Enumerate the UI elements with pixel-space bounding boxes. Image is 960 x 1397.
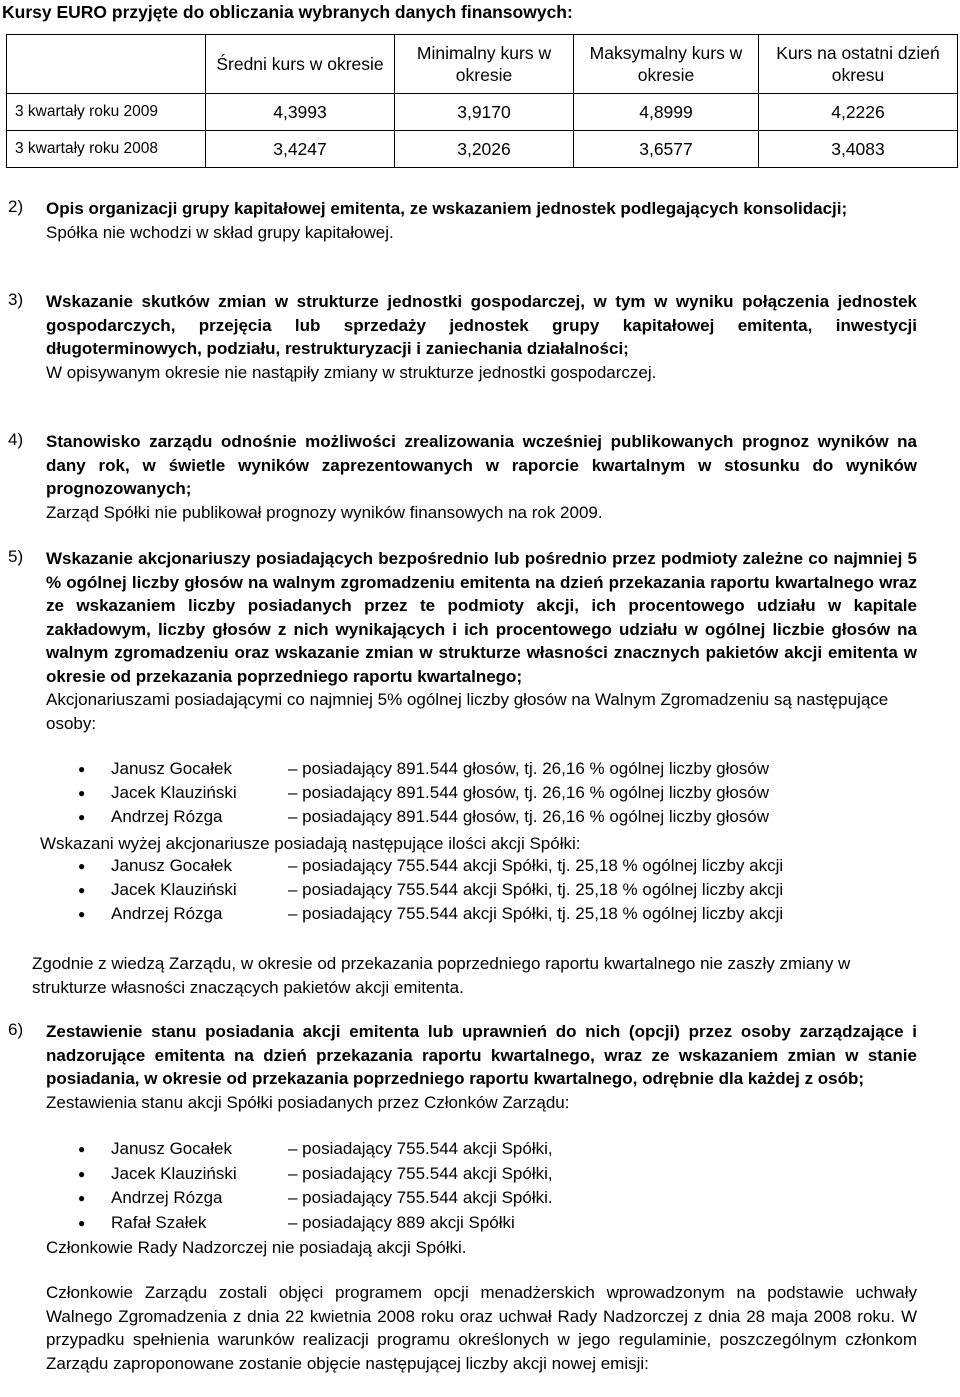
holder-name: Andrzej Rózga [111, 904, 223, 923]
section-body [46, 290, 917, 384]
holders-list [0, 1139, 960, 1237]
table-cell: 3,9170 [395, 94, 574, 131]
bullet-icon: ● [78, 810, 86, 824]
holder-detail: – posiadający 755.544 akcji Spółki. [288, 1188, 553, 1207]
holder-detail: – posiadający 891.544 głosów, tj. 26,16 % ogólnej liczby głosów [288, 783, 770, 802]
section-question: Stanowisko zarządu odnośnie możliwości zrealizowania wcześniej publikowanych prognoz wyników na dany rok, w świetle wyników zaprezentowanych w raporcie kwartalnym w stosunku do wyników prognozowanych; [46, 432, 917, 498]
holder-name: Andrzej Rózga [111, 1188, 223, 1207]
section-body [46, 197, 917, 244]
holder-name: Janusz Gocałek [111, 856, 232, 875]
section-number: 6) [8, 1020, 24, 1039]
holder-detail: – posiadający 891.544 głosów, tj. 26,16 % ogólnej liczby głosów [288, 759, 770, 778]
section-body [46, 547, 917, 735]
bullet-icon: ● [78, 859, 86, 873]
table-cell: 3,4247 [206, 131, 395, 168]
list-item [0, 807, 960, 831]
holder-name: Jacek Klauziński [111, 783, 237, 802]
holder-detail: – posiadający 755.544 akcji Spółki, tj. 25,18 % ogólnej liczby akcji [288, 904, 784, 923]
section-question: Opis organizacji grupy kapitałowej emitenta, ze wskazaniem jednostek podlegających konsolidacji; [46, 199, 848, 218]
bullet-icon: ● [78, 1166, 86, 1181]
list-item [0, 759, 960, 783]
column-header: Średni kurs w okresie [206, 35, 395, 94]
table-corner-cell [7, 35, 206, 94]
bullet-icon: ● [78, 1215, 86, 1230]
section-body [46, 1020, 917, 1114]
holder-detail: – posiadający 755.544 akcji Spółki, tj. 25,18 % ogólnej liczby akcji [288, 880, 784, 899]
list-item [0, 904, 960, 928]
section-answer: Zestawienia stanu akcji Spółki posiadanych przez Członków Zarządu: [46, 1092, 570, 1112]
section-answer: Akcjonariuszami posiadającymi co najmniej 5% ogólnej liczby głosów na Walnym Zgromadzeniu są następujące osoby: [46, 690, 889, 733]
holder-name: Jacek Klauziński [111, 1163, 237, 1183]
bullet-icon: ● [78, 762, 86, 776]
bullet-icon: ● [78, 1191, 86, 1205]
euro-rates-table [6, 34, 958, 168]
section-answer: Spółka nie wchodzi w skład grupy kapitałowej. [46, 222, 394, 242]
section-number: 4) [8, 430, 24, 449]
page-heading: Kursy EURO przyjęte do obliczania wybranych danych finansowych: [2, 2, 573, 22]
holder-name: Janusz Gocałek [111, 1139, 232, 1158]
row-label: 3 kwartały roku 2009 [7, 94, 206, 131]
section-question: Wskazanie skutków zmian w strukturze jednostki gospodarczej, w tym w wyniku połączenia jednostek gospodarczych, przejęcia lub sprzedaży jednostek grupy kapitałowej emitenta, inwestycji długoterminowych, podziału, restrukturyzacji i zaniechania działalności; [46, 292, 917, 358]
section-answer: W opisywanym okresie nie nastąpiły zmiany w strukturze jednostki gospodarczej. [46, 362, 657, 382]
section-number: 5) [8, 547, 24, 566]
holder-detail: – posiadający 891.544 głosów, tj. 26,16 % ogólnej liczby głosów [288, 807, 770, 826]
column-header: Maksymalny kurs w okresie [574, 35, 759, 94]
table-row [7, 131, 958, 168]
holder-name: Jacek Klauziński [111, 880, 237, 899]
board-note: Członkowie Rady Nadzorczej nie posiadają akcji Spółki. [46, 1238, 467, 1257]
table-cell: 3,4083 [759, 131, 958, 168]
holder-name: Janusz Gocałek [111, 759, 232, 778]
table-cell: 4,8999 [574, 94, 759, 131]
table-cell: 3,2026 [395, 131, 574, 168]
holder-name: Andrzej Rózga [111, 807, 223, 826]
table-cell: 4,2226 [759, 94, 958, 131]
section-answer: Zarząd Spółki nie publikował prognozy wyników finansowych na rok 2009. [46, 502, 603, 522]
shares-intro: Wskazani wyżej akcjonariusze posiadają następujące ilości akcji Spółki: [40, 834, 581, 853]
section-question: Zestawienie stanu posiadania akcji emitenta lub uprawnień do nich (opcji) przez osoby zarządzające i nadzorujące emitenta na dzień przekazania raportu kwartalnego, wraz ze wskazaniem zmian w stanie posiadania, w okresie od przekazania poprzedniego raportu kwartalnego, odrębnie dla każdej z osób; [46, 1022, 917, 1088]
holder-detail: – posiadający 755.544 akcji Spółki, [288, 1139, 553, 1158]
shares-list [0, 856, 960, 928]
table-row [7, 94, 958, 131]
holder-name: Rafał Szałek [111, 1212, 207, 1232]
section-body [46, 430, 917, 524]
holder-detail: – posiadający 755.544 akcji Spółki, [288, 1163, 553, 1183]
options-paragraph: Członkowie Zarządu zostali objęci programem opcji menadżerskich wprowadzonym na podstawie uchwały Walnego Zgromadzenia z dnia 22 kwietnia 2008 roku oraz uchwał Rady Nadzorczej z dnia 28 maja 2008 roku. W przypadku spełnienia warunków realizacji programu określonych w jego regulaminie, poszczególnym członkom Zarządu zaproponowane zostanie objęcie następującej liczby akcji nowej emisji: [46, 1283, 917, 1373]
section-question: Wskazanie akcjonariuszy posiadających bezpośrednio lub pośrednio przez podmioty zależne co najmniej 5 % ogólnej liczby głosów na walnym zgromadzeniu emitenta na dzień przekazania raportu kwartalnego wraz ze wskazaniem liczby posiadanych przez te podmioty akcji, ich procentowego udziału w kapitale zakładowym, liczby głosów z nich wynikających i ich procentowego udziału w ogólnej liczbie głosów na walnym zgromadzeniu oraz wskazanie zmian w strukturze własności znacznych pakietów akcji emitenta w okresie od przekazania poprzedniego raportu kwartalnego; [46, 549, 917, 686]
holder-detail: – posiadający 755.544 akcji Spółki, tj. 25,18 % ogólnej liczby akcji [288, 856, 784, 875]
ownership-note: Zgodnie z wiedzą Zarządu, w okresie od przekazania poprzedniego raportu kwartalnego nie zaszły zmiany w strukturze własności znaczących pakietów akcji emitenta. [32, 954, 851, 997]
list-item [0, 783, 960, 807]
column-header: Minimalny kurs w okresie [395, 35, 574, 94]
table-cell: 3,6577 [574, 131, 759, 168]
row-label: 3 kwartały roku 2008 [7, 131, 206, 168]
bullet-icon: ● [78, 907, 86, 921]
list-item [0, 1164, 960, 1189]
section-number: 2) [8, 197, 24, 216]
list-item [0, 1213, 960, 1238]
bullet-icon: ● [78, 883, 86, 897]
bullet-icon: ● [78, 1142, 86, 1156]
section-number: 3) [8, 290, 24, 309]
list-item [0, 1188, 960, 1213]
votes-list [0, 759, 960, 831]
column-header: Kurs na ostatni dzień okresu [759, 35, 958, 94]
list-item [0, 1139, 960, 1164]
list-item [0, 880, 960, 904]
bullet-icon: ● [78, 786, 86, 800]
table-cell: 4,3993 [206, 94, 395, 131]
holder-detail: – posiadający 889 akcji Spółki [288, 1212, 515, 1232]
table-header-row [7, 35, 958, 94]
list-item [0, 856, 960, 880]
